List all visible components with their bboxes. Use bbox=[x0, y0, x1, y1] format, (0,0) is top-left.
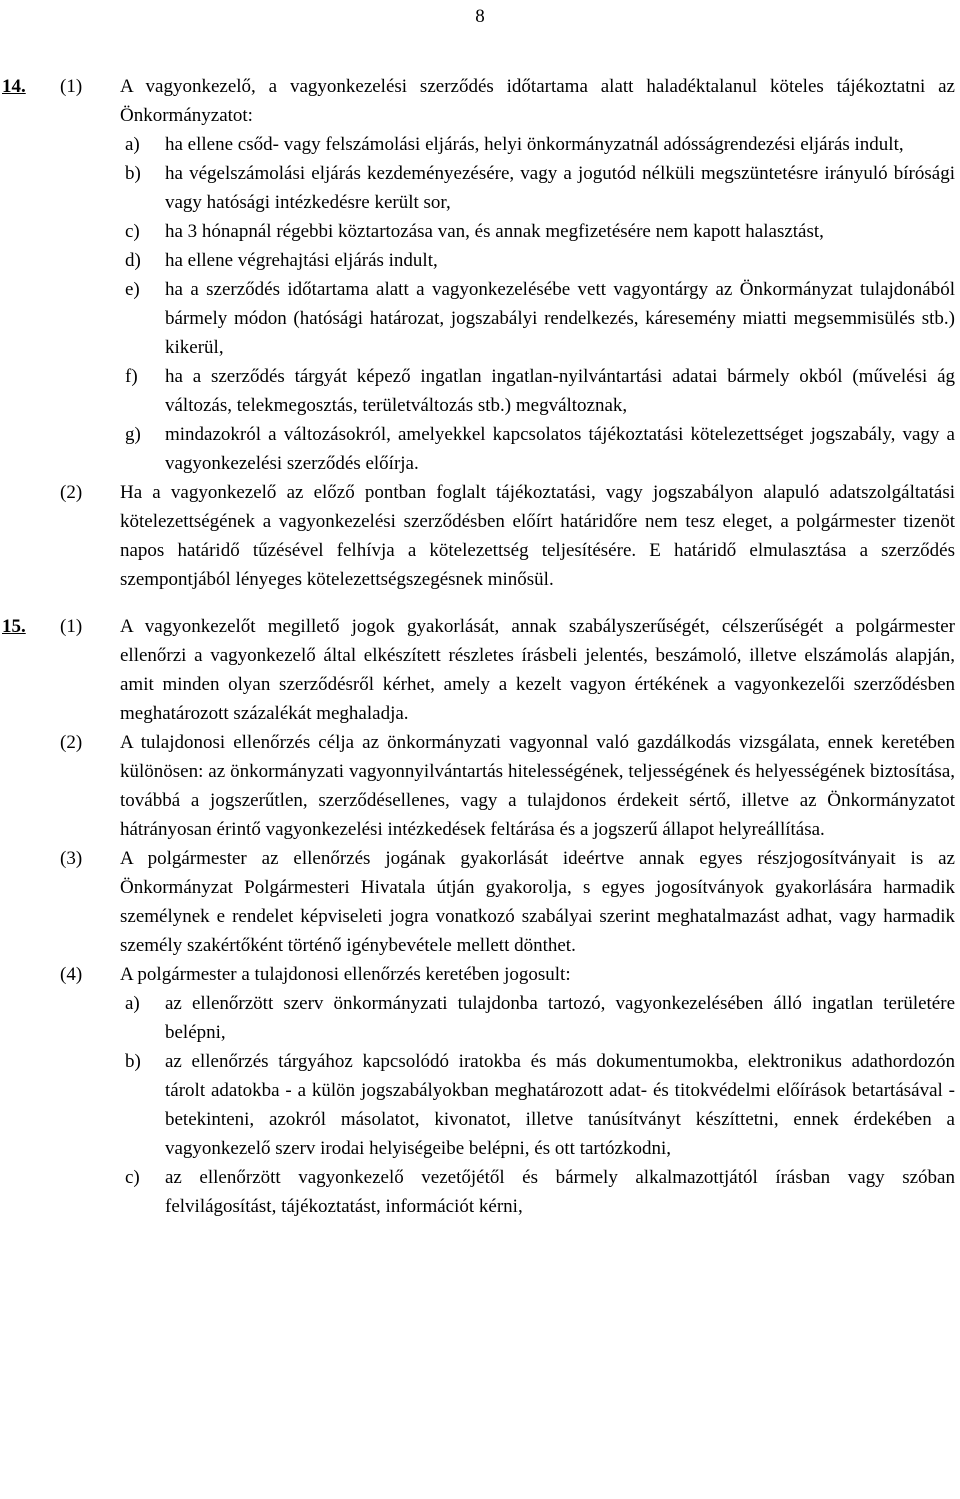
paragraph-15-3 bbox=[0, 844, 960, 960]
list-item-text: ha ellene csőd- vagy felszámolási eljárás, helyi önkormányzatnál adósságrendezési eljárás indult, bbox=[165, 134, 904, 155]
list-item-letter: c) bbox=[125, 1167, 140, 1188]
list-item-text: az ellenőrzött vagyonkezelő vezetőjétől és bármely alkalmazottjától írásban vagy szóban felvilágosítást, tájékoztatást, információt kérni, bbox=[165, 1167, 955, 1217]
list-item-text: az ellenőrzés tárgyához kapcsolódó iratokba és más dokumentumokba, elektronikus adathordozón tárolt adatokba - a külön jogszabályokban meghatározott adat- és titokvédelmi előírások betartásával - betekinteni, azokról másolatot, kivonatot, illetve tanúsítványt készíttetni, ennek érdekében a vagyonkezelő szerv irodai helyiségeibe belépni, és ott tartózkodni, bbox=[165, 1051, 955, 1159]
paragraph-text: Ha a vagyonkezelő az előző pontban foglalt tájékoztatási, vagy jogszabályon alapuló adatszolgáltatási kötelezettségének a vagyonkezelési szerződésben előírt határidőre nem tesz eleget, a polgármester tizenöt napos határidő tűzésével felhívja a kötelezettség teljesítésére. E határidő elmulasztása a szerződés szempontjából lényeges kötelezettségszegésnek minősül. bbox=[120, 482, 955, 590]
list-item-e bbox=[0, 275, 960, 362]
section-number: 15. bbox=[2, 616, 26, 637]
list-item-letter: e) bbox=[125, 279, 140, 300]
list-item-text: ha a szerződés időtartama alatt a vagyonkezelésébe vett vagyontárgy az Önkormányzat tulajdonából bármely módon (hatósági határozat, jogszabályi rendelkezés, káresemény miatti megsemmisülés stb.) kikerül, bbox=[165, 279, 955, 358]
paragraph-number: (2) bbox=[60, 482, 83, 503]
list-item-text: ha 3 hónapnál régebbi köztartozása van, és annak megfizetésére nem kapott halasztást, bbox=[165, 221, 824, 242]
paragraph-text: A tulajdonosi ellenőrzés célja az önkormányzati vagyonnal való gazdálkodás vizsgálata, ennek keretében különösen: az önkormányzati vagyonnyilvántartás hitelességének, teljességének és helyességének biztosítása, továbbá a jogszerűtlen, szerződésellenes, vagy a tulajdonos érdekeit sértő, illetve az Önkormányzatot hátrányosan érintő vagyonkezelési intézkedések feltárása és a jogszerű állapot helyreállítása. bbox=[120, 732, 955, 840]
paragraph-14-1 bbox=[0, 72, 960, 130]
paragraph-number: (3) bbox=[60, 848, 83, 869]
paragraph-number: (2) bbox=[60, 732, 83, 753]
list-item-letter: f) bbox=[125, 366, 138, 387]
list-item-a bbox=[0, 989, 960, 1047]
list-item-text: mindazokról a változásokról, amelyekkel kapcsolatos tájékoztatási kötelezettséget jogszabály, vagy a vagyonkezelési szerződés előírja. bbox=[165, 424, 955, 474]
paragraph-text: A vagyonkezelő, a vagyonkezelési szerződés időtartama alatt haladéktalanul köteles tájékoztatni az Önkormányzatot: bbox=[120, 76, 955, 126]
list-item-c bbox=[0, 1163, 960, 1221]
paragraph-14-2 bbox=[0, 478, 960, 594]
list-item-letter: g) bbox=[125, 424, 141, 445]
paragraph-text: A polgármester a tulajdonosi ellenőrzés keretében jogosult: bbox=[120, 964, 571, 985]
list-item-letter: b) bbox=[125, 1051, 141, 1072]
list-item-letter: b) bbox=[125, 163, 141, 184]
paragraph-15-1 bbox=[0, 612, 960, 728]
paragraph-15-2 bbox=[0, 728, 960, 844]
paragraph-number: (1) bbox=[60, 76, 83, 97]
paragraph-15-4 bbox=[0, 960, 960, 989]
list-item-b bbox=[0, 159, 960, 217]
paragraph-text: A vagyonkezelőt megillető jogok gyakorlását, annak szabályszerűségét, célszerűségét a polgármester ellenőrzi a vagyonkezelő által elkészített részletes írásbeli jelentés, beszámoló, illetve elszámolás alapján, amit minden olyan szerződésről kérhet, amely a kezelt vagyon értékének a vagyonkezelői szerződésben meghatározott százalékát meghaladja. bbox=[120, 616, 955, 724]
section-number: 14. bbox=[2, 76, 26, 97]
section-15 bbox=[0, 612, 960, 1221]
list-item-c bbox=[0, 217, 960, 246]
list-item-g bbox=[0, 420, 960, 478]
list-item-letter: c) bbox=[125, 221, 140, 242]
list-item-text: az ellenőrzött szerv önkormányzati tulajdonba tartozó, vagyonkezelésében álló ingatlan területére belépni, bbox=[165, 993, 955, 1043]
paragraph-number: (1) bbox=[60, 616, 83, 637]
page-number: 8 bbox=[475, 6, 485, 27]
section-gap bbox=[0, 594, 960, 612]
paragraph-number: (4) bbox=[60, 964, 83, 985]
list-item-text: ha a szerződés tárgyát képező ingatlan ingatlan-nyilvántartási adatai bármely okból (művelési ág változás, telekmegosztás, területváltozás stb.) megváltoznak, bbox=[165, 366, 955, 416]
list-item-d bbox=[0, 246, 960, 275]
list-item-a bbox=[0, 130, 960, 159]
list-item-text: ha végelszámolási eljárás kezdeményezésére, vagy a jogutód nélküli megszüntetésre irányuló bírósági vagy hatósági intézkedésre került sor, bbox=[165, 163, 955, 213]
list-item-letter: a) bbox=[125, 993, 140, 1014]
paragraph-text: A polgármester az ellenőrzés jogának gyakorlását ideértve annak egyes részjogosítványait is az Önkormányzat Polgármesteri Hivatala útján gyakorolja, s egyes jogosítványok gyakorlására harmadik személynek e rendelet képviseleti jogra vonatkozó szabályai szerint meghatalmazást adhat, vagy harmadik személy szakértőként történő igénybevétele mellett dönthet. bbox=[120, 848, 955, 956]
document-body bbox=[0, 72, 960, 1221]
list-item-letter: a) bbox=[125, 134, 140, 155]
section-14 bbox=[0, 72, 960, 594]
list-item-text: ha ellene végrehajtási eljárás indult, bbox=[165, 250, 438, 271]
list-item-b bbox=[0, 1047, 960, 1163]
list-item-f bbox=[0, 362, 960, 420]
list-item-letter: d) bbox=[125, 250, 141, 271]
